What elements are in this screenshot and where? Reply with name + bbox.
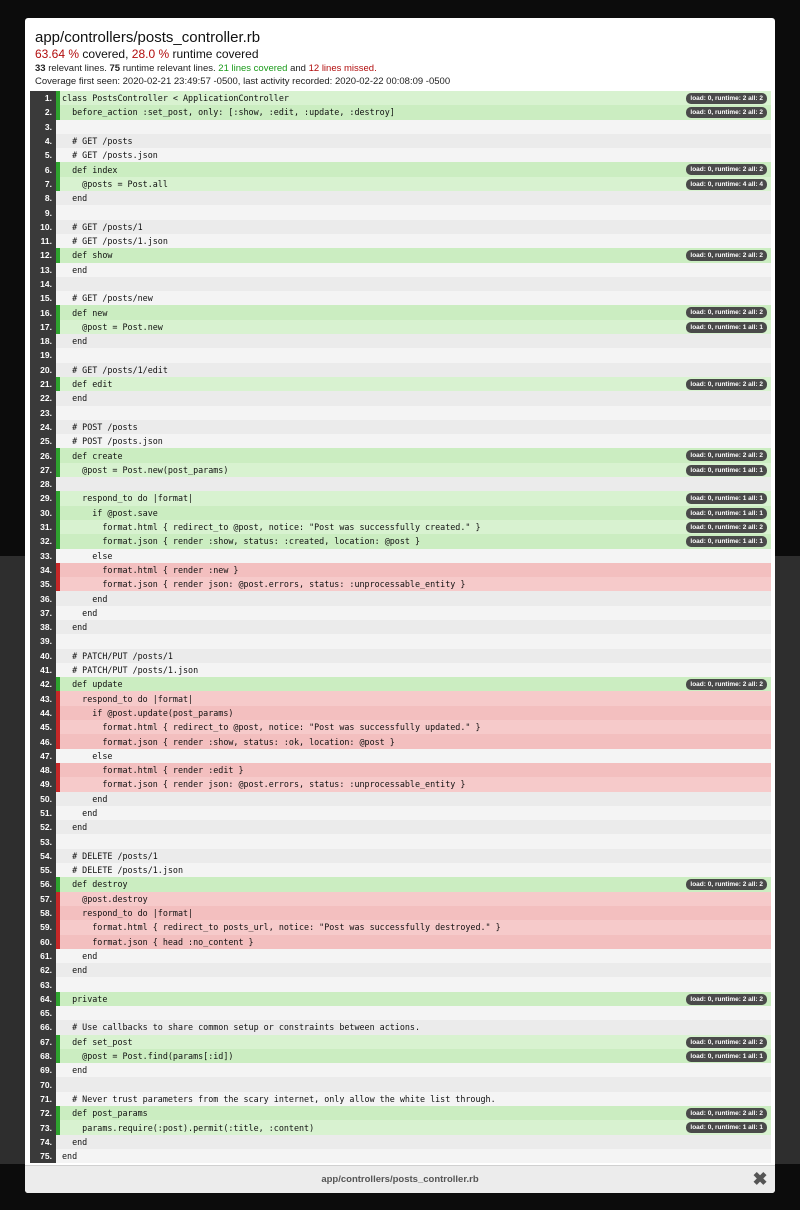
code-text: def set_post xyxy=(62,1036,133,1047)
source-line xyxy=(30,906,771,920)
line-number: 70. xyxy=(30,1077,56,1091)
line-number: 53. xyxy=(30,834,56,848)
code-text: end xyxy=(62,193,88,204)
line-stats xyxy=(35,62,765,75)
line-number: 29. xyxy=(30,491,56,505)
source-line xyxy=(30,1020,771,1034)
line-number: 7. xyxy=(30,177,56,191)
code-text: end xyxy=(62,965,88,976)
hit-count-badge[interactable]: load: 0, runtime: 2 all: 2 xyxy=(686,93,767,104)
code-text: # GET /posts/1/edit xyxy=(62,364,168,375)
line-number: 51. xyxy=(30,806,56,820)
line-number: 5. xyxy=(30,148,56,162)
coverage-marker xyxy=(56,977,60,991)
line-number: 38. xyxy=(30,620,56,634)
source-line xyxy=(30,506,771,520)
source-line xyxy=(30,162,771,176)
coverage-marker xyxy=(56,1006,60,1020)
file-header xyxy=(25,18,775,88)
code-text: # DELETE /posts/1.json xyxy=(62,865,184,876)
runtime-relevant-count: 75 xyxy=(109,63,121,74)
line-number: 54. xyxy=(30,849,56,863)
coverage-file-modal xyxy=(25,18,775,1193)
covered-label: covered, xyxy=(82,47,129,61)
code-text: if @post.save xyxy=(62,507,158,518)
hit-count-badge[interactable]: load: 0, runtime: 2 all: 2 xyxy=(686,307,767,318)
code-text: else xyxy=(62,750,113,761)
source-line xyxy=(30,534,771,548)
covered-lines-count: 21 lines covered xyxy=(218,63,288,74)
line-number: 6. xyxy=(30,162,56,176)
code-text: end xyxy=(62,336,88,347)
source-line xyxy=(30,834,771,848)
coverage-marker xyxy=(56,477,60,491)
code-text: params.require(:post).permit(:title, :content) xyxy=(62,1122,315,1133)
code-text: end xyxy=(62,264,88,275)
source-line xyxy=(30,291,771,305)
code-text: private xyxy=(62,993,108,1004)
code-text: # GET /posts.json xyxy=(62,150,158,161)
hit-count-badge[interactable]: load: 0, runtime: 1 all: 1 xyxy=(686,508,767,519)
source-line xyxy=(30,677,771,691)
source-line xyxy=(30,749,771,763)
coverage-marker xyxy=(56,1077,60,1091)
code-text: def create xyxy=(62,450,123,461)
code-text: @post.destroy xyxy=(62,893,148,904)
source-line xyxy=(30,1120,771,1134)
close-icon[interactable]: ✖ xyxy=(752,1169,768,1189)
source-listing xyxy=(30,91,771,1163)
source-line xyxy=(30,1006,771,1020)
line-number: 17. xyxy=(30,320,56,334)
line-number: 61. xyxy=(30,949,56,963)
line-number: 57. xyxy=(30,892,56,906)
source-line xyxy=(30,734,771,748)
hit-count-badge[interactable]: load: 0, runtime: 2 all: 2 xyxy=(686,1108,767,1119)
line-number: 44. xyxy=(30,706,56,720)
code-text: def edit xyxy=(62,379,113,390)
source-line xyxy=(30,1149,771,1163)
code-text: def destroy xyxy=(62,879,128,890)
missed-lines-count: 12 lines missed. xyxy=(308,63,377,74)
line-number: 16. xyxy=(30,305,56,319)
line-number: 59. xyxy=(30,920,56,934)
line-number: 40. xyxy=(30,649,56,663)
source-line xyxy=(30,977,771,991)
hit-count-badge[interactable]: load: 0, runtime: 2 all: 2 xyxy=(686,879,767,890)
line-number: 11. xyxy=(30,234,56,248)
source-line xyxy=(30,305,771,319)
line-number: 34. xyxy=(30,563,56,577)
source-line xyxy=(30,1092,771,1106)
source-line xyxy=(30,1135,771,1149)
source-line xyxy=(30,992,771,1006)
line-number: 75. xyxy=(30,1149,56,1163)
source-line xyxy=(30,420,771,434)
code-text: format.json { head :no_content } xyxy=(62,936,254,947)
code-text: end xyxy=(62,1151,78,1162)
code-text: # POST /posts xyxy=(62,421,138,432)
code-text: end xyxy=(62,793,108,804)
source-line xyxy=(30,520,771,534)
line-number: 72. xyxy=(30,1106,56,1120)
code-text: def post_params xyxy=(62,1108,148,1119)
code-text: # GET /posts xyxy=(62,136,133,147)
source-line xyxy=(30,1049,771,1063)
line-number: 27. xyxy=(30,463,56,477)
source-line xyxy=(30,877,771,891)
line-number: 65. xyxy=(30,1006,56,1020)
line-number: 68. xyxy=(30,1049,56,1063)
source-line xyxy=(30,763,771,777)
code-text: class PostsController < ApplicationController xyxy=(62,93,289,104)
source-line xyxy=(30,620,771,634)
source-line xyxy=(30,706,771,720)
line-number: 42. xyxy=(30,677,56,691)
source-line xyxy=(30,105,771,119)
runtime-percent: 28.0 % xyxy=(131,47,170,61)
source-line xyxy=(30,177,771,191)
code-text: def new xyxy=(62,307,108,318)
line-number: 32. xyxy=(30,534,56,548)
source-line xyxy=(30,320,771,334)
source-line xyxy=(30,277,771,291)
source-line xyxy=(30,448,771,462)
code-text: end xyxy=(62,607,98,618)
line-number: 20. xyxy=(30,363,56,377)
source-line xyxy=(30,549,771,563)
source-line xyxy=(30,463,771,477)
source-line xyxy=(30,691,771,705)
source-line xyxy=(30,563,771,577)
code-text: respond_to do |format| xyxy=(62,908,194,919)
line-number: 28. xyxy=(30,477,56,491)
code-text: format.json { render :show, status: :ok, location: @post } xyxy=(62,736,395,747)
source-line xyxy=(30,820,771,834)
source-line xyxy=(30,649,771,663)
code-text: format.json { render :show, status: :created, location: @post } xyxy=(62,536,420,547)
line-number: 24. xyxy=(30,420,56,434)
code-text: else xyxy=(62,550,113,561)
coverage-marker xyxy=(56,120,60,134)
line-number: 43. xyxy=(30,691,56,705)
coverage-marker xyxy=(56,277,60,291)
code-text: def show xyxy=(62,250,113,261)
code-text: # PATCH/PUT /posts/1 xyxy=(62,650,173,661)
line-number: 14. xyxy=(30,277,56,291)
source-line xyxy=(30,120,771,134)
line-number: 73. xyxy=(30,1120,56,1134)
code-text: end xyxy=(62,822,88,833)
code-text: format.html { redirect_to posts_url, notice: "Post was successfully destroyed." } xyxy=(62,922,501,933)
code-text: @post = Post.find(params[:id]) xyxy=(62,1051,234,1062)
code-text: format.json { render json: @post.errors, status: :unprocessable_entity } xyxy=(62,579,466,590)
hit-count-badge[interactable]: load: 0, runtime: 2 all: 2 xyxy=(686,1037,767,1048)
source-line xyxy=(30,1077,771,1091)
line-number: 18. xyxy=(30,334,56,348)
hit-count-badge[interactable]: load: 0, runtime: 2 all: 2 xyxy=(686,250,767,261)
code-text: end xyxy=(62,807,98,818)
line-number: 19. xyxy=(30,348,56,362)
line-number: 30. xyxy=(30,506,56,520)
code-text: if @post.update(post_params) xyxy=(62,707,234,718)
code-text: end xyxy=(62,950,98,961)
line-number: 74. xyxy=(30,1135,56,1149)
code-text: # GET /posts/1.json xyxy=(62,236,168,247)
source-line xyxy=(30,792,771,806)
line-number: 48. xyxy=(30,763,56,777)
line-number: 62. xyxy=(30,963,56,977)
line-number: 58. xyxy=(30,906,56,920)
hit-count-badge[interactable]: load: 0, runtime: 1 all: 1 xyxy=(686,1051,767,1062)
line-number: 52. xyxy=(30,820,56,834)
line-number: 4. xyxy=(30,134,56,148)
line-number: 25. xyxy=(30,434,56,448)
line-number: 39. xyxy=(30,634,56,648)
code-text: def update xyxy=(62,679,123,690)
coverage-marker xyxy=(56,205,60,219)
line-number: 46. xyxy=(30,734,56,748)
source-line xyxy=(30,1063,771,1077)
code-text: format.html { render :new } xyxy=(62,564,239,575)
line-number: 23. xyxy=(30,406,56,420)
code-text: @posts = Post.all xyxy=(62,178,168,189)
code-text: respond_to do |format| xyxy=(62,693,194,704)
coverage-marker xyxy=(56,634,60,648)
line-number: 56. xyxy=(30,877,56,891)
code-text: format.html { render :edit } xyxy=(62,765,244,776)
line-number: 36. xyxy=(30,591,56,605)
line-number: 37. xyxy=(30,606,56,620)
source-line xyxy=(30,220,771,234)
modal-footer xyxy=(25,1165,775,1193)
and-label: and xyxy=(290,63,306,74)
line-number: 55. xyxy=(30,863,56,877)
code-text: # POST /posts.json xyxy=(62,436,163,447)
source-line xyxy=(30,849,771,863)
coverage-marker xyxy=(56,348,60,362)
hit-count-badge[interactable]: load: 0, runtime: 2 all: 2 xyxy=(686,994,767,1005)
source-line xyxy=(30,334,771,348)
source-line xyxy=(30,1035,771,1049)
line-number: 67. xyxy=(30,1035,56,1049)
line-number: 49. xyxy=(30,777,56,791)
hit-count-badge[interactable]: load: 0, runtime: 1 all: 1 xyxy=(686,493,767,504)
line-number: 66. xyxy=(30,1020,56,1034)
source-line xyxy=(30,263,771,277)
code-text: # GET /posts/1 xyxy=(62,221,143,232)
code-text: end xyxy=(62,393,88,404)
line-number: 13. xyxy=(30,263,56,277)
source-line xyxy=(30,892,771,906)
source-line xyxy=(30,234,771,248)
code-text: # PATCH/PUT /posts/1.json xyxy=(62,665,199,676)
source-line xyxy=(30,963,771,977)
source-line xyxy=(30,935,771,949)
source-line xyxy=(30,191,771,205)
hit-count-badge[interactable]: load: 0, runtime: 2 all: 2 xyxy=(686,450,767,461)
source-line xyxy=(30,606,771,620)
coverage-timestamps: Coverage first seen: 2020-02-21 23:49:57 -0500, last activity recorded: 2020-02-22 00:08:09 -0500 xyxy=(35,76,451,87)
code-text: # GET /posts/new xyxy=(62,293,153,304)
line-number: 10. xyxy=(30,220,56,234)
code-text: end xyxy=(62,622,88,633)
source-line xyxy=(30,863,771,877)
code-text: # Use callbacks to share common setup or constraints between actions. xyxy=(62,1022,420,1033)
code-text: before_action :set_post, only: [:show, :edit, :update, :destroy] xyxy=(62,107,395,118)
source-line xyxy=(30,134,771,148)
hit-count-badge[interactable]: load: 0, runtime: 4 all: 4 xyxy=(686,179,767,190)
coverage-marker xyxy=(56,406,60,420)
line-number: 50. xyxy=(30,792,56,806)
line-number: 21. xyxy=(30,377,56,391)
hit-count-badge[interactable]: load: 0, runtime: 1 all: 1 xyxy=(686,1122,767,1133)
runtime-relevant-label: runtime relevant lines. xyxy=(122,63,216,74)
code-text: format.json { render json: @post.errors, status: :unprocessable_entity } xyxy=(62,779,466,790)
source-line xyxy=(30,806,771,820)
source-line xyxy=(30,348,771,362)
source-line xyxy=(30,634,771,648)
code-text: format.html { redirect_to @post, notice: "Post was successfully created." } xyxy=(62,522,481,533)
covered-percent: 63.64 % xyxy=(35,47,80,61)
line-number: 26. xyxy=(30,448,56,462)
source-line xyxy=(30,363,771,377)
coverage-summary xyxy=(35,47,765,62)
source-line xyxy=(30,1106,771,1120)
line-number: 63. xyxy=(30,977,56,991)
line-number: 2. xyxy=(30,105,56,119)
code-text: format.html { redirect_to @post, notice: "Post was successfully updated." } xyxy=(62,722,481,733)
code-text: end xyxy=(62,1136,88,1147)
code-text: @post = Post.new xyxy=(62,321,163,332)
line-number: 60. xyxy=(30,935,56,949)
source-line xyxy=(30,148,771,162)
line-number: 69. xyxy=(30,1063,56,1077)
line-number: 15. xyxy=(30,291,56,305)
hit-count-badge[interactable]: load: 0, runtime: 1 all: 1 xyxy=(686,322,767,333)
footer-file-title: app/controllers/posts_controller.rb xyxy=(321,1174,479,1185)
line-number: 8. xyxy=(30,191,56,205)
code-text: end xyxy=(62,1065,88,1076)
line-number: 22. xyxy=(30,391,56,405)
line-number: 71. xyxy=(30,1092,56,1106)
line-number: 1. xyxy=(30,91,56,105)
line-number: 33. xyxy=(30,549,56,563)
line-number: 41. xyxy=(30,663,56,677)
line-number: 31. xyxy=(30,520,56,534)
source-line xyxy=(30,391,771,405)
source-line xyxy=(30,591,771,605)
code-text: # Never trust parameters from the scary internet, only allow the white list through. xyxy=(62,1093,496,1104)
relevant-label: relevant lines. xyxy=(48,63,107,74)
line-number: 35. xyxy=(30,577,56,591)
line-number: 47. xyxy=(30,749,56,763)
file-title: app/controllers/posts_controller.rb xyxy=(35,29,261,46)
hit-count-badge[interactable]: load: 0, runtime: 2 all: 2 xyxy=(686,107,767,118)
hit-count-badge[interactable]: load: 0, runtime: 2 all: 2 xyxy=(686,164,767,175)
coverage-marker xyxy=(56,834,60,848)
code-text: def index xyxy=(62,164,118,175)
source-line xyxy=(30,663,771,677)
source-line xyxy=(30,248,771,262)
relevant-count: 33 xyxy=(35,63,46,74)
hit-count-badge[interactable]: load: 0, runtime: 2 all: 2 xyxy=(686,379,767,390)
source-line xyxy=(30,205,771,219)
runtime-label: runtime covered xyxy=(172,47,259,61)
line-number: 64. xyxy=(30,992,56,1006)
line-number: 45. xyxy=(30,720,56,734)
code-text: respond_to do |format| xyxy=(62,493,194,504)
source-line xyxy=(30,720,771,734)
source-line xyxy=(30,491,771,505)
code-text: # DELETE /posts/1 xyxy=(62,850,158,861)
source-line xyxy=(30,920,771,934)
source-line xyxy=(30,949,771,963)
code-text: end xyxy=(62,593,108,604)
source-line xyxy=(30,406,771,420)
source-line xyxy=(30,377,771,391)
source-line xyxy=(30,477,771,491)
line-number: 3. xyxy=(30,120,56,134)
source-line xyxy=(30,91,771,105)
hit-count-badge[interactable]: load: 0, runtime: 2 all: 2 xyxy=(686,522,767,533)
hit-count-badge[interactable]: load: 0, runtime: 1 all: 1 xyxy=(686,536,767,547)
source-line xyxy=(30,577,771,591)
hit-count-badge[interactable]: load: 0, runtime: 1 all: 1 xyxy=(686,465,767,476)
line-number: 9. xyxy=(30,205,56,219)
line-number: 12. xyxy=(30,248,56,262)
hit-count-badge[interactable]: load: 0, runtime: 2 all: 2 xyxy=(686,679,767,690)
source-line xyxy=(30,434,771,448)
code-text: @post = Post.new(post_params) xyxy=(62,464,229,475)
source-line xyxy=(30,777,771,791)
